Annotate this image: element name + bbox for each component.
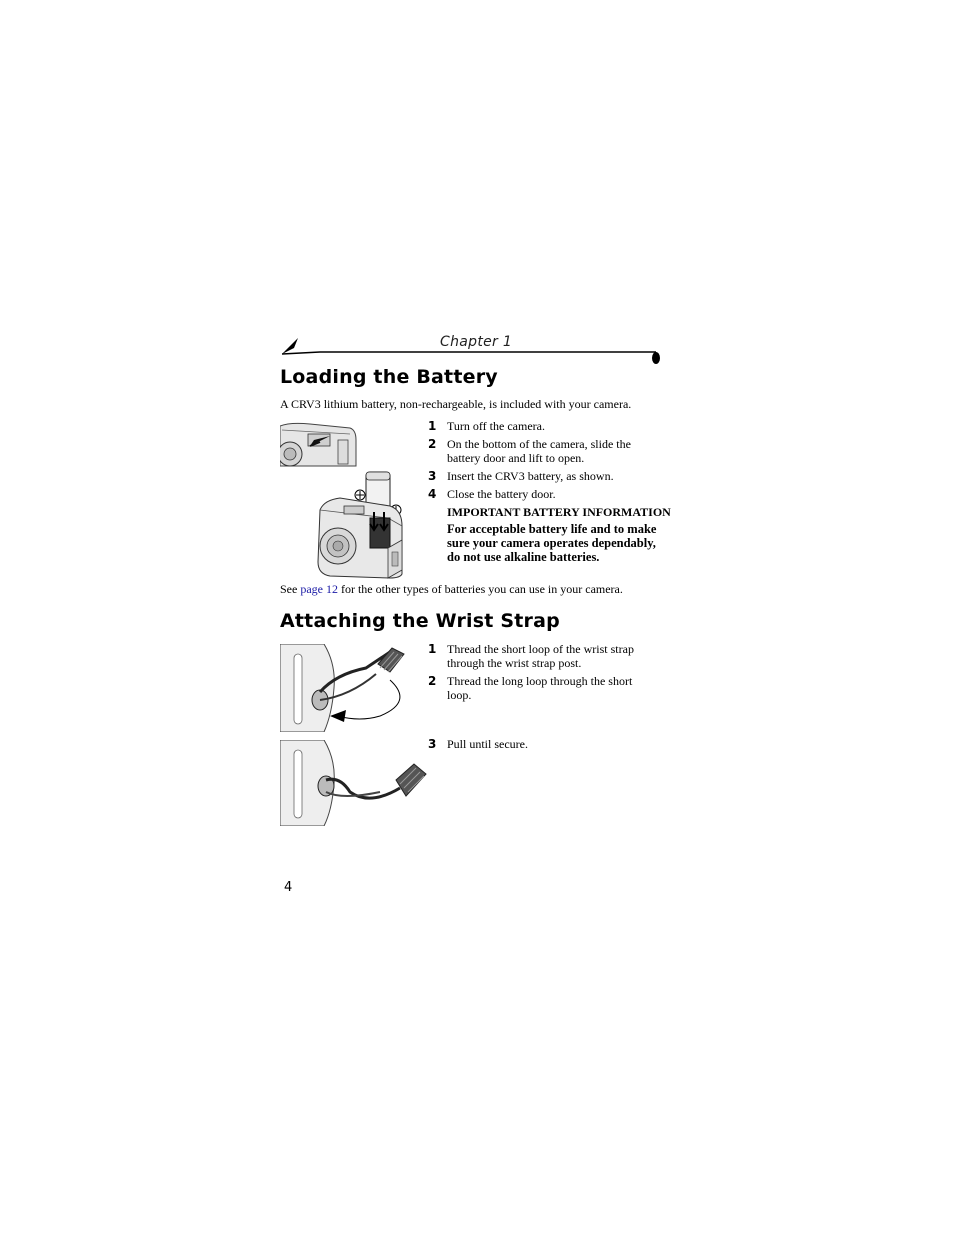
battery-step-number: 4 [428,487,437,501]
battery-see-also [280,582,700,596]
strap-step-text: Pull until secure. [447,737,528,751]
strap-step-number: 2 [428,674,437,688]
camera-bottom-illustration [280,420,358,468]
section-title-battery: Loading the Battery [280,366,498,388]
page-12-link[interactable]: page 12 [300,582,338,596]
strap-step-text: Thread the short loop of the wrist strap through the wrist strap post. [447,642,634,670]
battery-step-number: 1 [428,419,437,433]
battery-insertion-illustration [316,466,406,580]
important-battery-heading: IMPORTANT BATTERY INFORMATION [447,505,671,519]
battery-intro: A CRV3 lithium battery, non-rechargeable, is included with your camera. [280,397,632,411]
battery-step-text: Turn off the camera. [447,419,545,433]
wrist-strap-thread-illustration [280,644,414,732]
wrist-strap-secure-illustration [280,740,430,826]
see-prefix: See [280,582,301,596]
chapter-label: Chapter 1 [440,334,513,350]
strap-step-number: 3 [428,737,437,751]
battery-step-text: Close the battery door. [447,487,556,501]
important-battery-body: For acceptable battery life and to make sure your camera operates dependably, do not use alkaline batteries. [447,522,657,564]
page-number: 4 [284,880,293,895]
battery-step-number: 3 [428,469,437,483]
battery-step-text: Insert the CRV3 battery, as shown. [447,469,614,483]
see-suffix: for the other types of batteries you can use in your camera. [337,582,623,596]
strap-step-number: 1 [428,642,437,656]
battery-step-text: On the bottom of the camera, slide the battery door and lift to open. [447,437,631,465]
section-title-wrist-strap: Attaching the Wrist Strap [280,610,560,632]
battery-step-number: 2 [428,437,437,451]
strap-step-text: Thread the long loop through the short loop. [447,674,633,702]
